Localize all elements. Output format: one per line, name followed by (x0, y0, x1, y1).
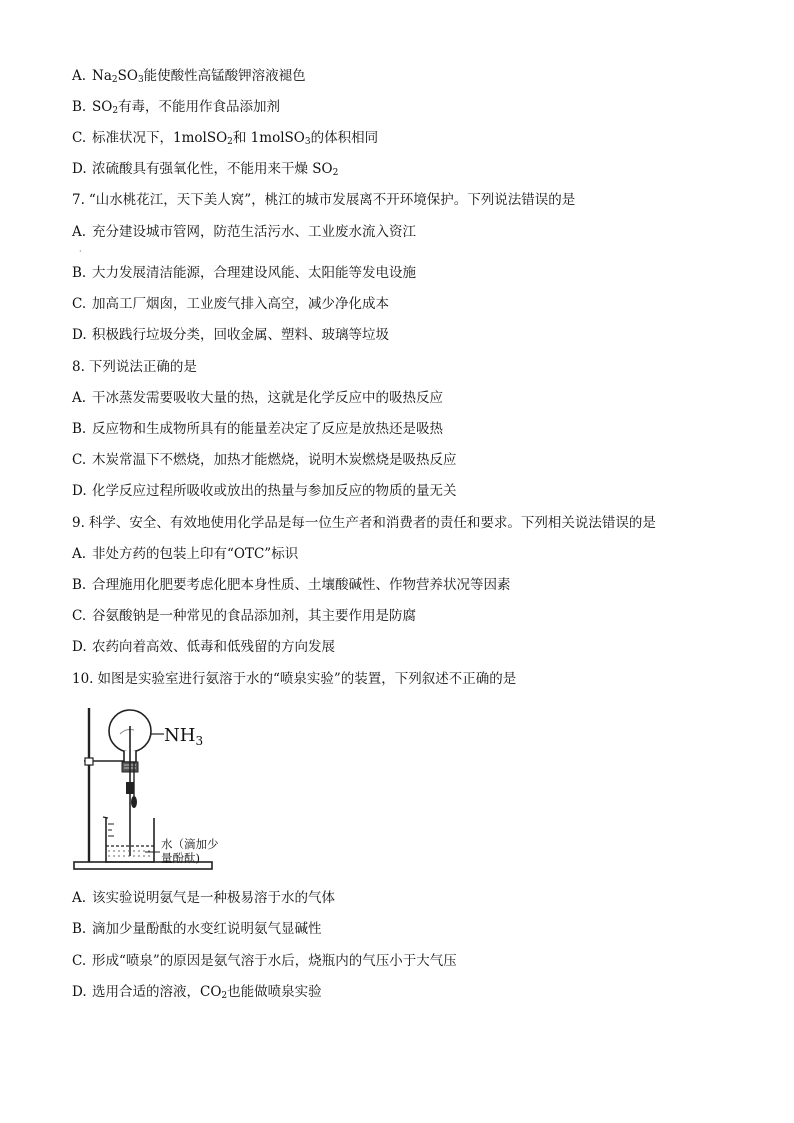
option-label: C. (72, 452, 87, 468)
q8-stem: 8. 下列说法正确的是 (72, 359, 197, 375)
option-label: A. (72, 224, 87, 240)
q10-option-d: D. 选用合适的溶液，$CO_2$也能做喷泉实验 (72, 984, 322, 1001)
option-label: D. (72, 639, 87, 655)
q10-stem: 10. 如图是实验室进行氨溶于水的“喷泉实验”的装置，下列叙述不正确的是 (72, 671, 517, 687)
option-label: C. (72, 953, 87, 969)
option-label: A. (72, 390, 87, 406)
q10-option-b: B. 滴加少量酚酞的水变红说明氨气显碱性 (72, 921, 322, 937)
q8-option-a: A. 干冰蒸发需要吸收大量的热，这就是化学反应中的吸热反应 (72, 390, 443, 406)
option-label: A. (72, 890, 87, 906)
q7-stem: 7. “山水桃花江，天下美人窝”，桃江的城市发展离不开环境保护。下列说法错误的是 (72, 192, 576, 208)
option-label: C. (72, 608, 87, 624)
q6-option-d: D. 浓硫酸具有强氧化性，不能用来干燥 $SO_2$ (72, 161, 339, 178)
q6-option-b: B. $SO_2$有毒，不能用作食品添加剂 (72, 99, 281, 116)
question-number: 10. (72, 671, 94, 687)
q9-option-b: B. 合理施用化肥要考虑化肥本身性质、土壤酸碱性、作物营养状况等因素 (72, 577, 511, 593)
q9-option-d: D. 农药向着高效、低毒和低残留的方向发展 (72, 639, 335, 655)
q10-option-c: C. 形成“喷泉”的原因是氨气溶于水后，烧瓶内的气压小于大气压 (72, 953, 457, 969)
option-label: B. (72, 921, 87, 937)
option-label: D. (72, 327, 87, 343)
q7-option-a: A. 充分建设城市管网，防范生活污水、工业废水流入资江 (72, 224, 416, 240)
q6-option-c: C. 标准状况下，1molSO$_2$和 1molSO$_3$的体积相同 (72, 130, 379, 147)
question-number: 9. (72, 515, 85, 531)
q8-option-c: C. 木炭常温下不燃烧，加热才能燃烧，说明木炭燃烧是吸热反应 (72, 452, 457, 468)
q7-option-b: B. 大力发展清洁能源，合理建设风能、太阳能等发电设施 (72, 265, 416, 281)
option-label: B. (72, 577, 87, 593)
q9-stem: 9. 科学、安全、有效地使用化学品是每一位生产者和消费者的责任和要求。下列相关说法错误的是 (72, 515, 656, 531)
dropper-bulb (131, 796, 137, 808)
option-label: C. (72, 296, 87, 312)
q8-option-b: B. 反应物和生成物所具有的能量差决定了反应是放热还是吸热 (72, 421, 443, 437)
scan-dot: · (79, 247, 82, 256)
option-label: A. (72, 546, 87, 562)
option-label: D. (72, 984, 87, 1000)
q9-option-c: C. 谷氨酸钠是一种常见的食品添加剂，其主要作用是防腐 (72, 608, 416, 624)
q10-option-a: A. 该实验说明氨气是一种极易溶于水的气体 (72, 890, 335, 906)
option-label: D. (72, 483, 87, 499)
q9-option-a: A. 非处方药的包装上印有“OTC”标识 (72, 546, 299, 562)
option-label: B. (72, 421, 87, 437)
water-label-line1: 水（滴加少 (161, 837, 219, 851)
option-label: A. (72, 68, 87, 84)
q8-option-d: D. 化学反应过程所吸收或放出的热量与参加反应的物质的量无关 (72, 483, 457, 499)
option-label: B. (72, 99, 87, 115)
option-label: D. (72, 161, 87, 177)
question-number: 8. (72, 359, 85, 375)
q6-option-a: A. $Na_2SO_3$能使酸性高锰酸钾溶液褪色 (72, 68, 306, 85)
fountain-experiment-figure (70, 706, 240, 876)
option-label: B. (72, 265, 87, 281)
clamp-boss (85, 758, 93, 765)
q7-option-d: D. 积极践行垃圾分类，回收金属、塑料、玻璃等垃圾 (72, 327, 389, 343)
pinch-clamp (126, 782, 134, 794)
gas-label: $NH_3$ (164, 725, 204, 748)
question-number: 7. (72, 192, 85, 208)
q7-option-c: C. 加高工厂烟囱，工业废气排入高空，减少净化成本 (72, 296, 389, 312)
water-label-line2: 量酚酞) (161, 851, 200, 865)
option-label: C. (72, 130, 87, 146)
